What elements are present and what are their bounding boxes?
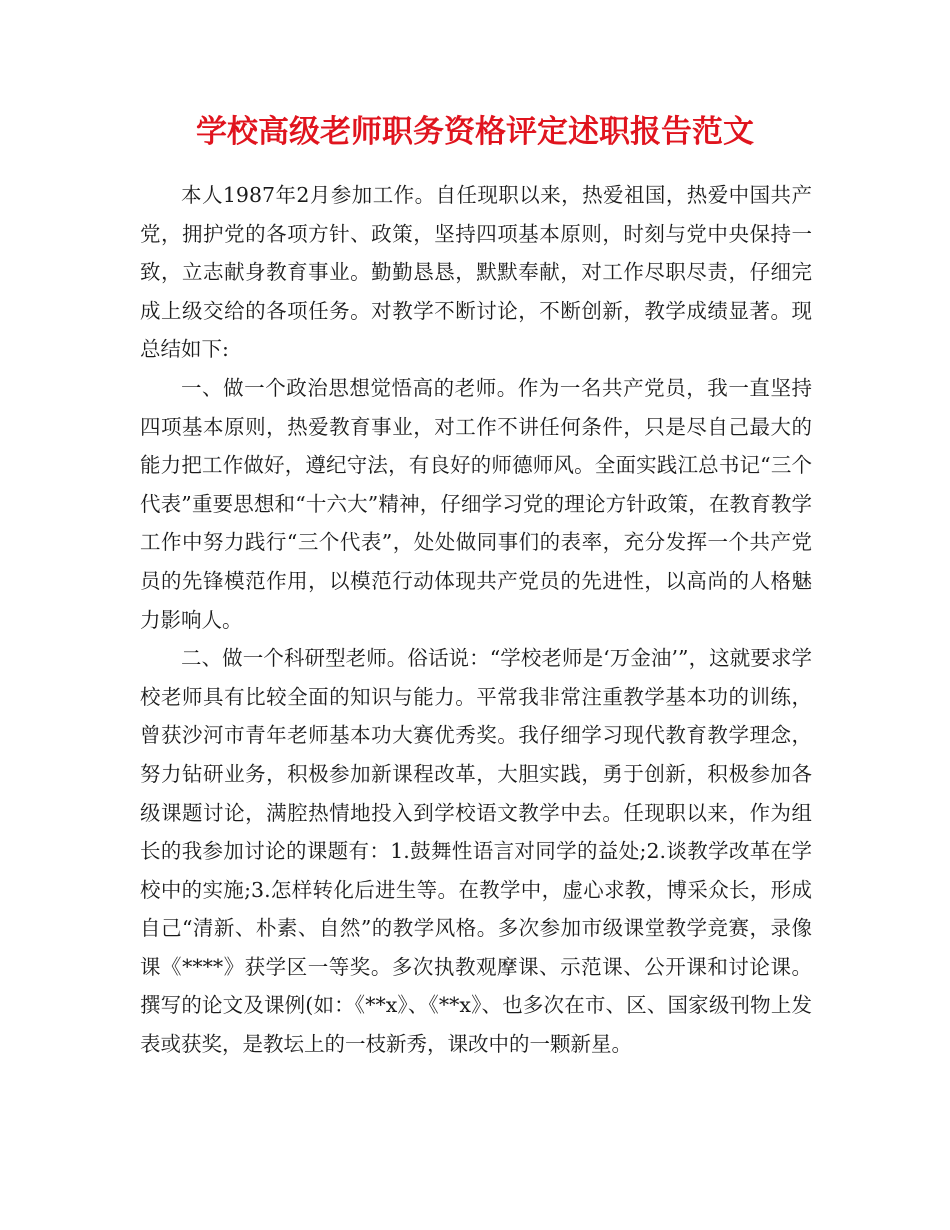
paragraph-intro: 本人1987年2月参加工作。自任现职以来，热爱祖国，热爱中国共产党，拥护党的各项方针、政策，坚持四项基本原则，时刻与党中央保持一致，立志献身教育事业。勤勤恳恳，默默奉献，对工作尽职尽责，仔细完成上级交给的各项任务。对教学不断讨论，不断创新，教学成绩显著。现总结如下:	[140, 183, 812, 362]
document-title: 学校高级老师职务资格评定述职报告范文	[196, 114, 754, 150]
paragraph-section-1: 一、做一个政治思想觉悟高的老师。作为一名共产党员，我一直坚持四项基本原则，热爱教育事业，对工作不讲任何条件，只是尽自己最大的能力把工作做好，遵纪守法，有良好的师德师风。全面实践江总书记“三个代表”重要思想和“十六大”精神，仔细学习党的理论方针政策，在教育教学工作中努力践行“三个代表”，处处做同事们的表率，充分发挥一个共产党员的先锋模范作用，以模范行动体现共产党员的先进性，以高尚的人格魅力影响人。	[140, 375, 812, 632]
document-body	[140, 176, 812, 1064]
paragraph-section-2: 二、做一个科研型老师。俗话说：“学校老师是‘万金油’”，这就要求学校老师具有比较全面的知识与能力。平常我非常注重教学基本功的训练，曾获沙河市青年老师基本功大赛优秀奖。我仔细学习现代教育教学理念，努力钻研业务，积极参加新课程改革，大胆实践，勇于创新，积极参加各级课题讨论，满腔热情地投入到学校语文教学中去。任现职以来，作为组长的我参加讨论的课题有：1.鼓舞性语言对同学的益处;2.谈教学改革在学校中的实施;3.怎样转化后进生等。在教学中，虚心求教，博采众长，形成自己“清新、朴素、自然”的教学风格。多次参加市级课堂教学竞赛，录像课《****》获学区一等奖。多次执教观摩课、示范课、公开课和讨论课。撰写的论文及课例(如：《**x》、《**x》、也多次在市、区、国家级刊物上发表或获奖，是教坛上的一枝新秀，课改中的一颗新星。	[140, 646, 812, 1057]
